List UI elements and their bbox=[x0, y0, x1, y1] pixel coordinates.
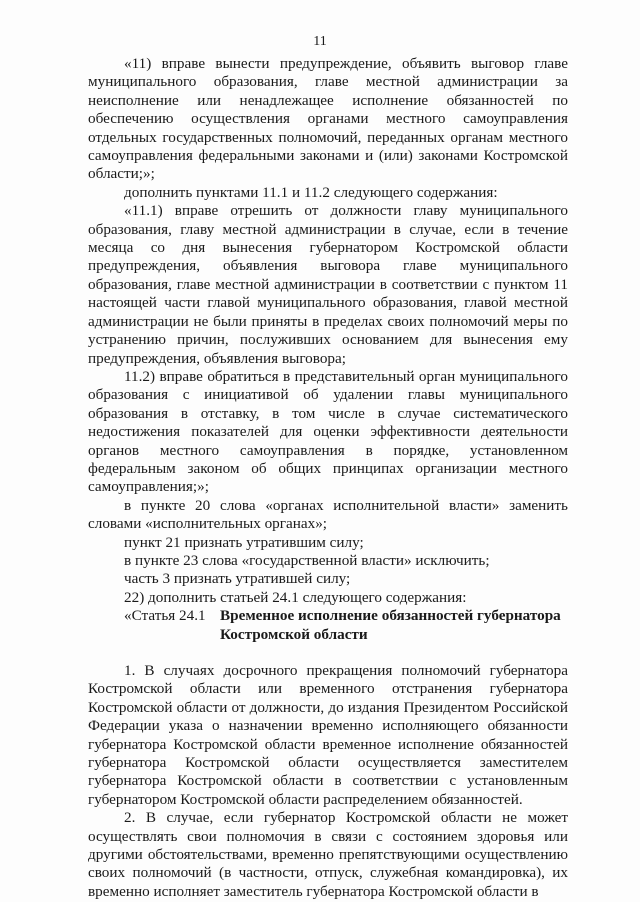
paragraph-clause-1: 1. В случаях досрочного прекращения полномочий губернатора Костромской области или временного отстранения губернатора Костромской области от должности, до издания Президентом Российской Федерации указа о назначении временно исполняющего обязанности губернатора Костромской области временное исполнение обязанностей губернатора Костромской области осуществляется заместителем губернатора Костромской области в соответствии с установленным губернатором Костромской области распределением обязанностей. bbox=[88, 662, 568, 808]
paragraph-item-21: пункт 21 признать утратившим силу; bbox=[124, 533, 364, 551]
paragraph-item-11: «11) вправе вынести предупреждение, объявить выговор главе муниципального образования, главе местной администрации за неисполнение или ненадлежащее исполнение обязанностей по обеспечению осуществления органами местного самоуправления отдельных государственных полномочий, переданных органам местного самоуправления федеральными законами и (или) законами Костромской области;»; bbox=[88, 55, 568, 183]
paragraph-item-20: в пункте 20 слова «органах исполнительной власти» заменить словами «исполнительных органах»; bbox=[88, 496, 568, 533]
article-label: «Статья 24.1 bbox=[124, 607, 206, 625]
page-number: 11 bbox=[313, 34, 327, 49]
paragraph-clause-2: 2. В случае, если губернатор Костромской области не может осуществлять свои полномочия в связи с состоянием здоровья или другими обстоятельствами, временно препятствующими осуществлению своих полномочий (в частности, отпуск, служебная командировка), их временно исполняет заместитель губернатора Костромской области в bbox=[88, 809, 568, 900]
article-title: Временное исполнение обязанностей губернатора Костромской области bbox=[220, 607, 561, 643]
paragraph-item-11-2: 11.2) вправе обратиться в представительный орган муниципального образования с инициативой об удалении главы муниципального образования в отставку, в том числе в случае систематического недостижения показателей для оценки эффективности деятельности органов местного самоуправления в порядке, установленном федеральным законом об общих принципах организации местного самоуправления;»; bbox=[88, 367, 568, 496]
paragraph-item-22: 22) дополнить статьей 24.1 следующего содержания: bbox=[124, 588, 467, 606]
document-body bbox=[88, 55, 568, 901]
spacer bbox=[88, 644, 568, 662]
paragraph-add-items: дополнить пунктами 11.1 и 11.2 следующего содержания: bbox=[124, 183, 498, 201]
paragraph-item-11-1: «11.1) вправе отрешить от должности главу муниципального образования, главу местной администрации в случае, если в течение месяца со дня вынесения губернатором Костромской области предупреждения, объявления выговора главе муниципального образования, главе местной администрации в соответствии с пунктом 11 настоящей части главой муниципального образования, главой местной администрации не были приняты в пределах своих полномочий меры по устранению причин, послуживших основанием для вынесения ему предупреждения, объявления выговора; bbox=[88, 202, 568, 367]
article-heading bbox=[88, 607, 568, 644]
paragraph-item-23: в пункте 23 слова «государственной власти» исключить; bbox=[124, 551, 490, 569]
paragraph-part-3: часть 3 признать утратившей силу; bbox=[124, 570, 351, 588]
